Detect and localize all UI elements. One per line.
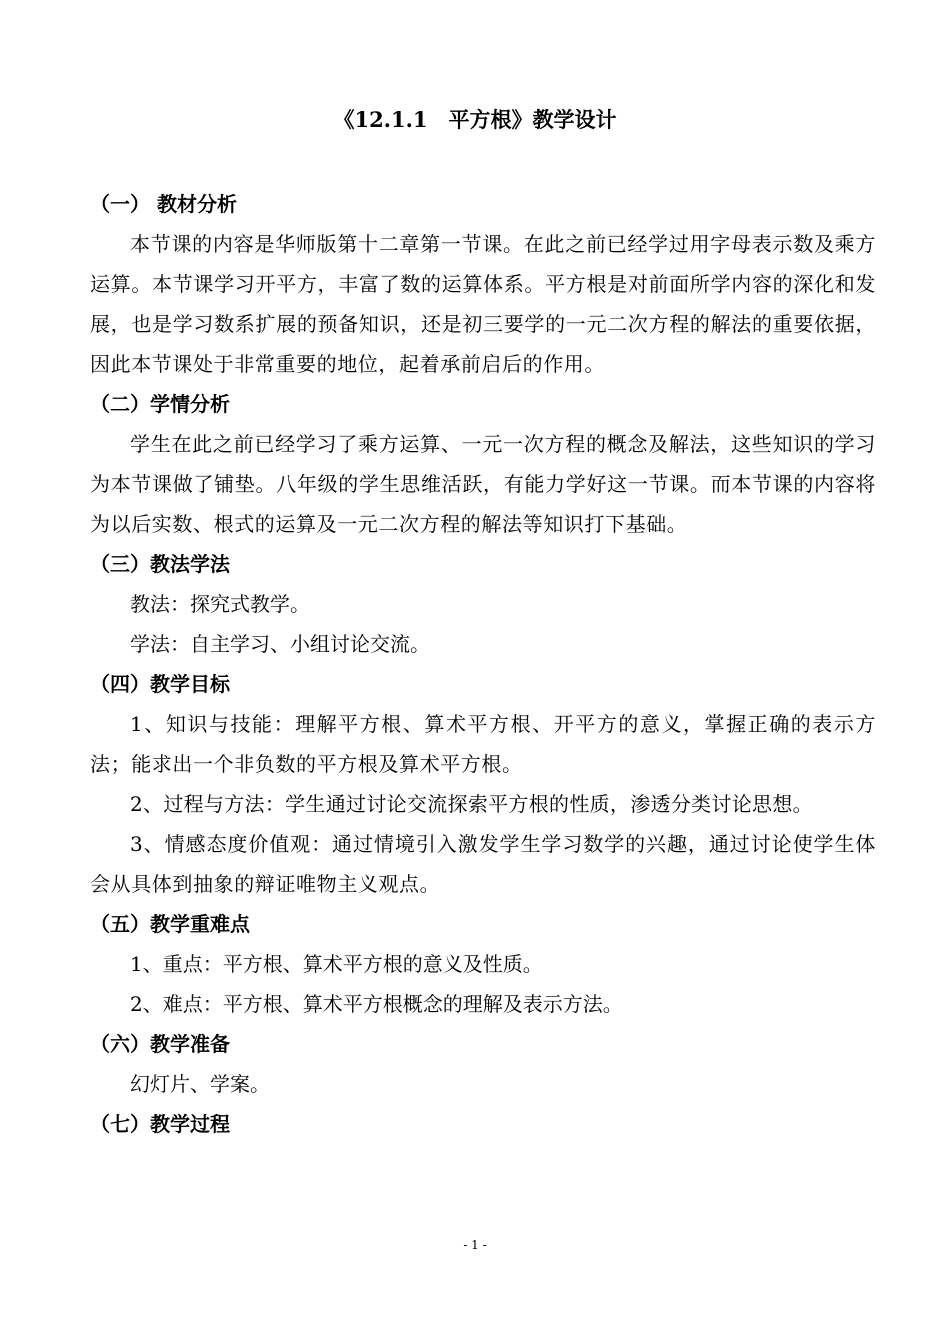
section-teaching-preparation (90, 1024, 876, 1104)
section-heading: （一） 教材分析 (90, 192, 237, 216)
document-title: 《12.1.1 平方根》教学设计 (333, 107, 617, 132)
section-line: 2、难点：平方根、算术平方根概念的理解及表示方法。 (130, 992, 623, 1016)
section-textbook-analysis (90, 184, 876, 384)
section-heading: （七）教学过程 (90, 1112, 230, 1136)
section-student-analysis (90, 384, 876, 544)
section-line: 1、重点：平方根、算术平方根的意义及性质。 (130, 952, 543, 976)
section-teaching-methods (90, 544, 876, 664)
section-key-difficult-points (90, 904, 876, 1024)
section-teaching-objectives (90, 664, 876, 904)
section-teaching-process (90, 1104, 876, 1144)
section-paragraph: 2、过程与方法：学生通过讨论交流探索平方根的性质，渗透分类讨论思想。 (130, 792, 813, 816)
section-line: 教法：探究式教学。 (130, 592, 310, 616)
section-paragraph: 本节课的内容是华师版第十二章第一节课。在此之前已经学过用字母表示数及乘方运算。本节课学习开平方，丰富了数的运算体系。平方根是对前面所学内容的深化和发展，也是学习数系扩展的预备知识，还是初三要学的一元二次方程的解法的重要依据，因此本节课处于非常重要的地位，起着承前启后的作用。 (90, 232, 876, 376)
section-heading: （二）学情分析 (90, 392, 230, 416)
section-line: 学法：自主学习、小组讨论交流。 (130, 632, 430, 656)
page-number: - 1 - (463, 1238, 487, 1252)
section-paragraph: 学生在此之前已经学习了乘方运算、一元一次方程的概念及解法，这些知识的学习为本节课做了铺垫。八年级的学生思维活跃，有能力学好这一节课。而本节课的内容将为以后实数、根式的运算及一元二次方程的解法等知识打下基础。 (90, 432, 876, 536)
section-heading: （三）教法学法 (90, 552, 230, 576)
section-line: 幻灯片、学案。 (130, 1072, 270, 1096)
section-heading: （六）教学准备 (90, 1032, 230, 1056)
section-heading: （四）教学目标 (90, 672, 230, 696)
document-body (90, 184, 876, 1144)
section-heading: （五）教学重难点 (90, 912, 250, 936)
section-paragraph: 1、知识与技能：理解平方根、算术平方根、开平方的意义，掌握正确的表示方法；能求出一个非负数的平方根及算术平方根。 (90, 712, 876, 776)
section-paragraph: 3、情感态度价值观：通过情境引入激发学生学习数学的兴趣，通过讨论使学生体会从具体到抽象的辩证唯物主义观点。 (90, 832, 876, 896)
